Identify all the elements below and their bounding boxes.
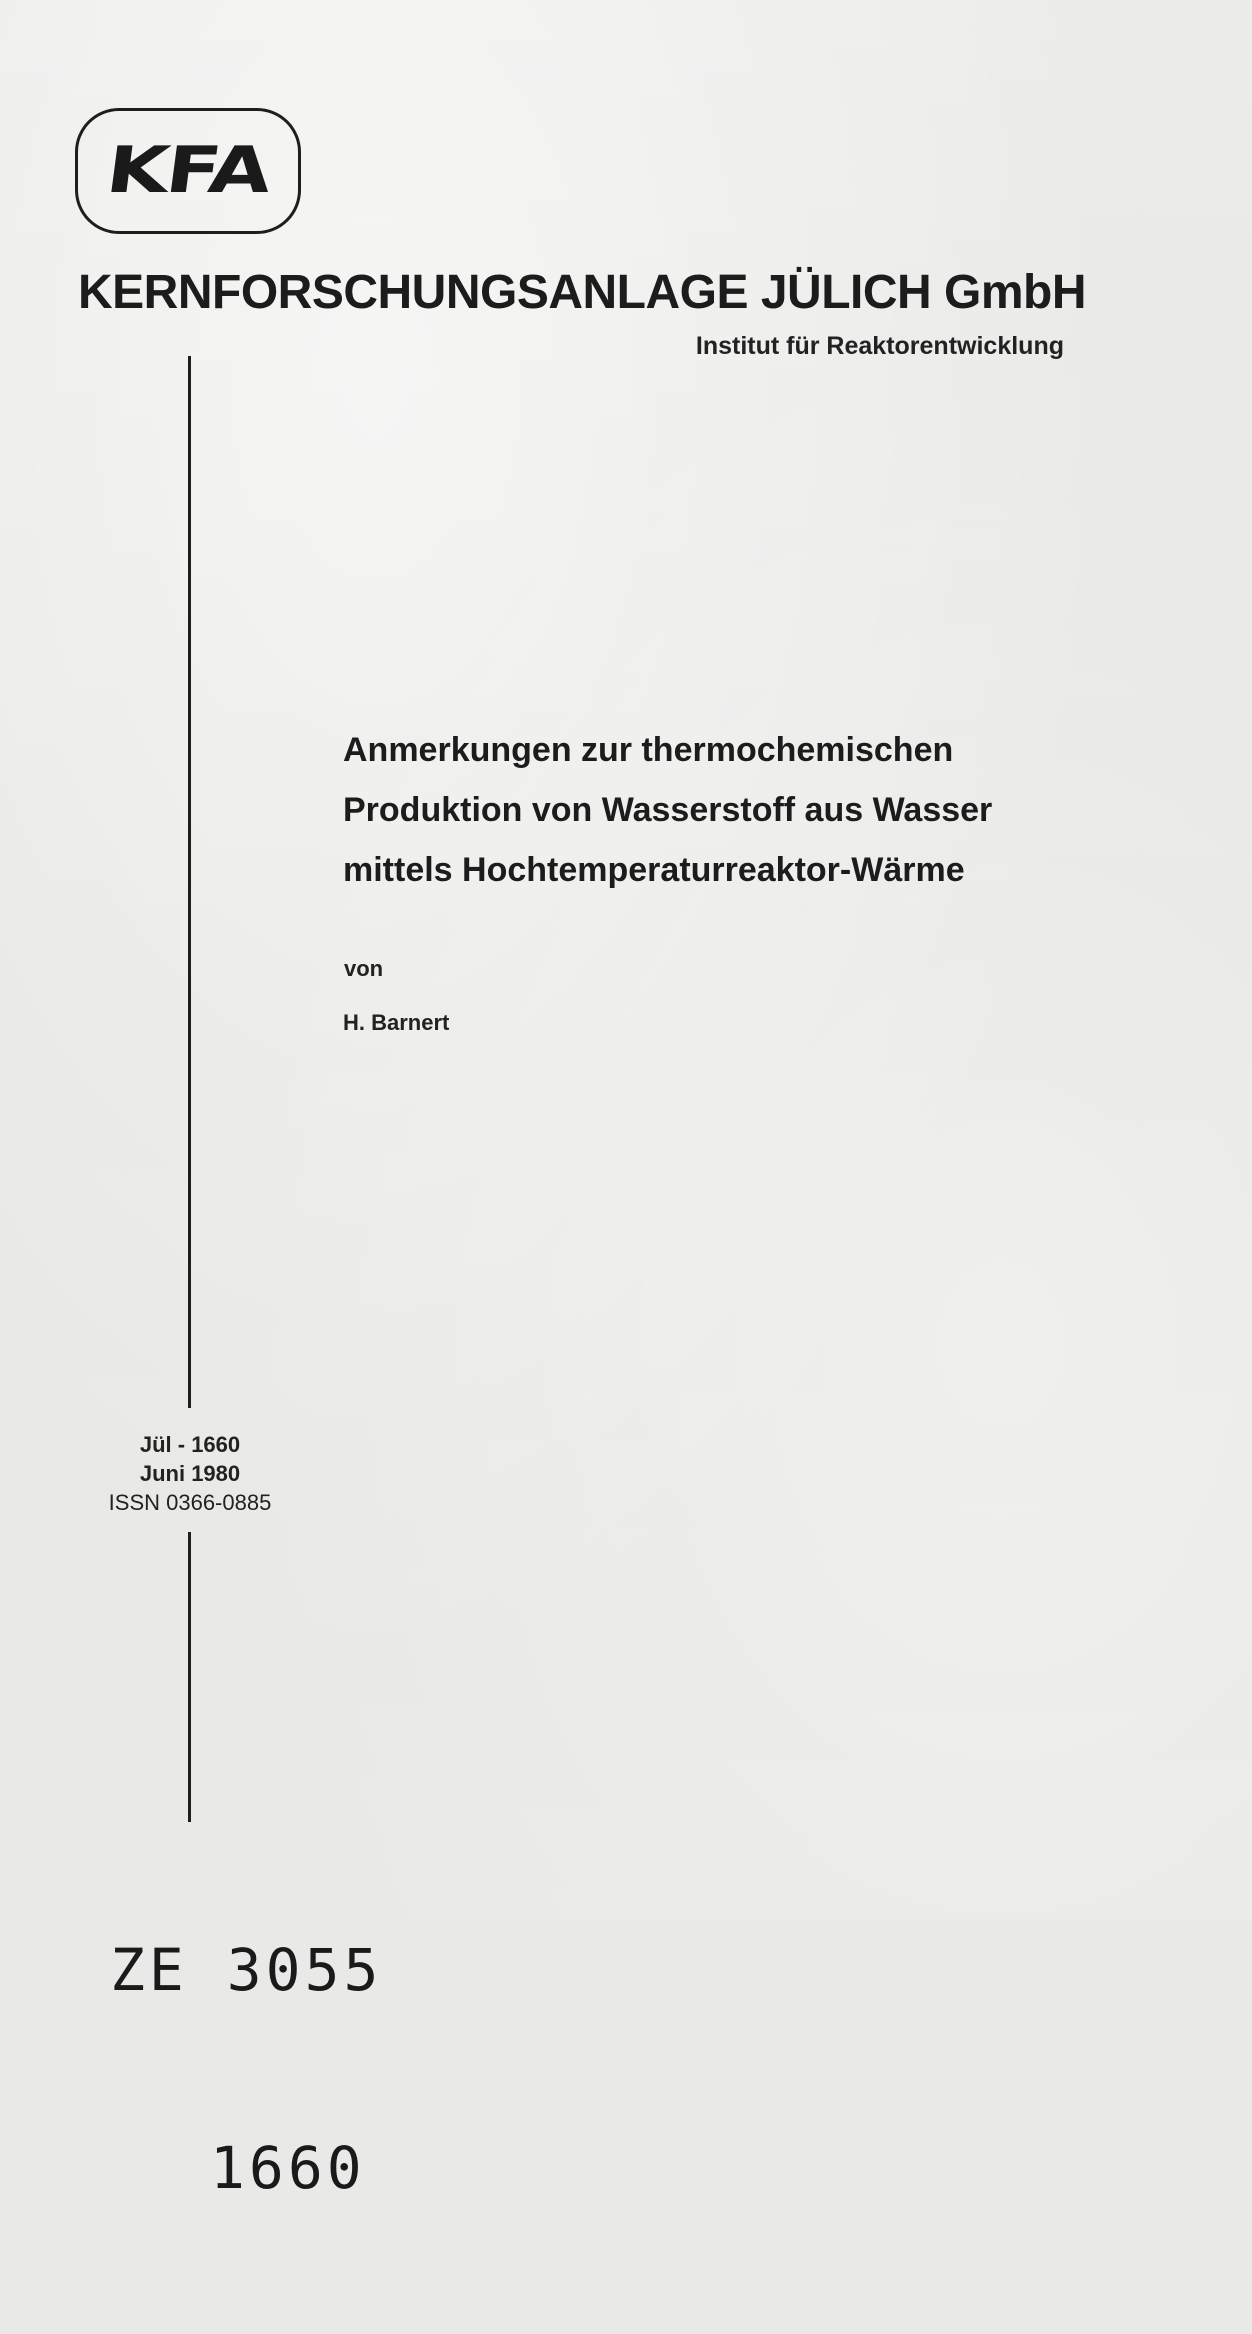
vertical-rule-top bbox=[188, 356, 191, 1408]
vertical-rule-bottom bbox=[188, 1532, 191, 1822]
logo-text: KFA bbox=[102, 134, 274, 208]
title-line: Produktion von Wasserstoff aus Wasser bbox=[343, 791, 993, 829]
report-metadata bbox=[90, 1430, 290, 1517]
issn: ISSN 0366-0885 bbox=[108, 1490, 272, 1515]
document-title bbox=[343, 720, 992, 900]
author-name: H. Barnert bbox=[343, 1010, 450, 1035]
by-label: von bbox=[344, 956, 384, 981]
title-line: mittels Hochtemperaturreaktor-Wärme bbox=[343, 851, 965, 889]
stamp-line: 1660 bbox=[210, 2134, 366, 2202]
stamp-line: ZE 3055 bbox=[110, 1936, 383, 2004]
report-number: Jül - 1660 bbox=[139, 1432, 241, 1457]
library-stamp bbox=[110, 1805, 382, 2333]
report-date: Juni 1980 bbox=[139, 1461, 241, 1486]
institute-name: Institut für Reaktorentwicklung bbox=[695, 332, 1064, 360]
organization-name: KERNFORSCHUNGSANLAGE JÜLICH GmbH bbox=[78, 266, 1087, 319]
kfa-logo bbox=[75, 108, 301, 234]
title-line: Anmerkungen zur thermochemischen bbox=[343, 731, 954, 769]
